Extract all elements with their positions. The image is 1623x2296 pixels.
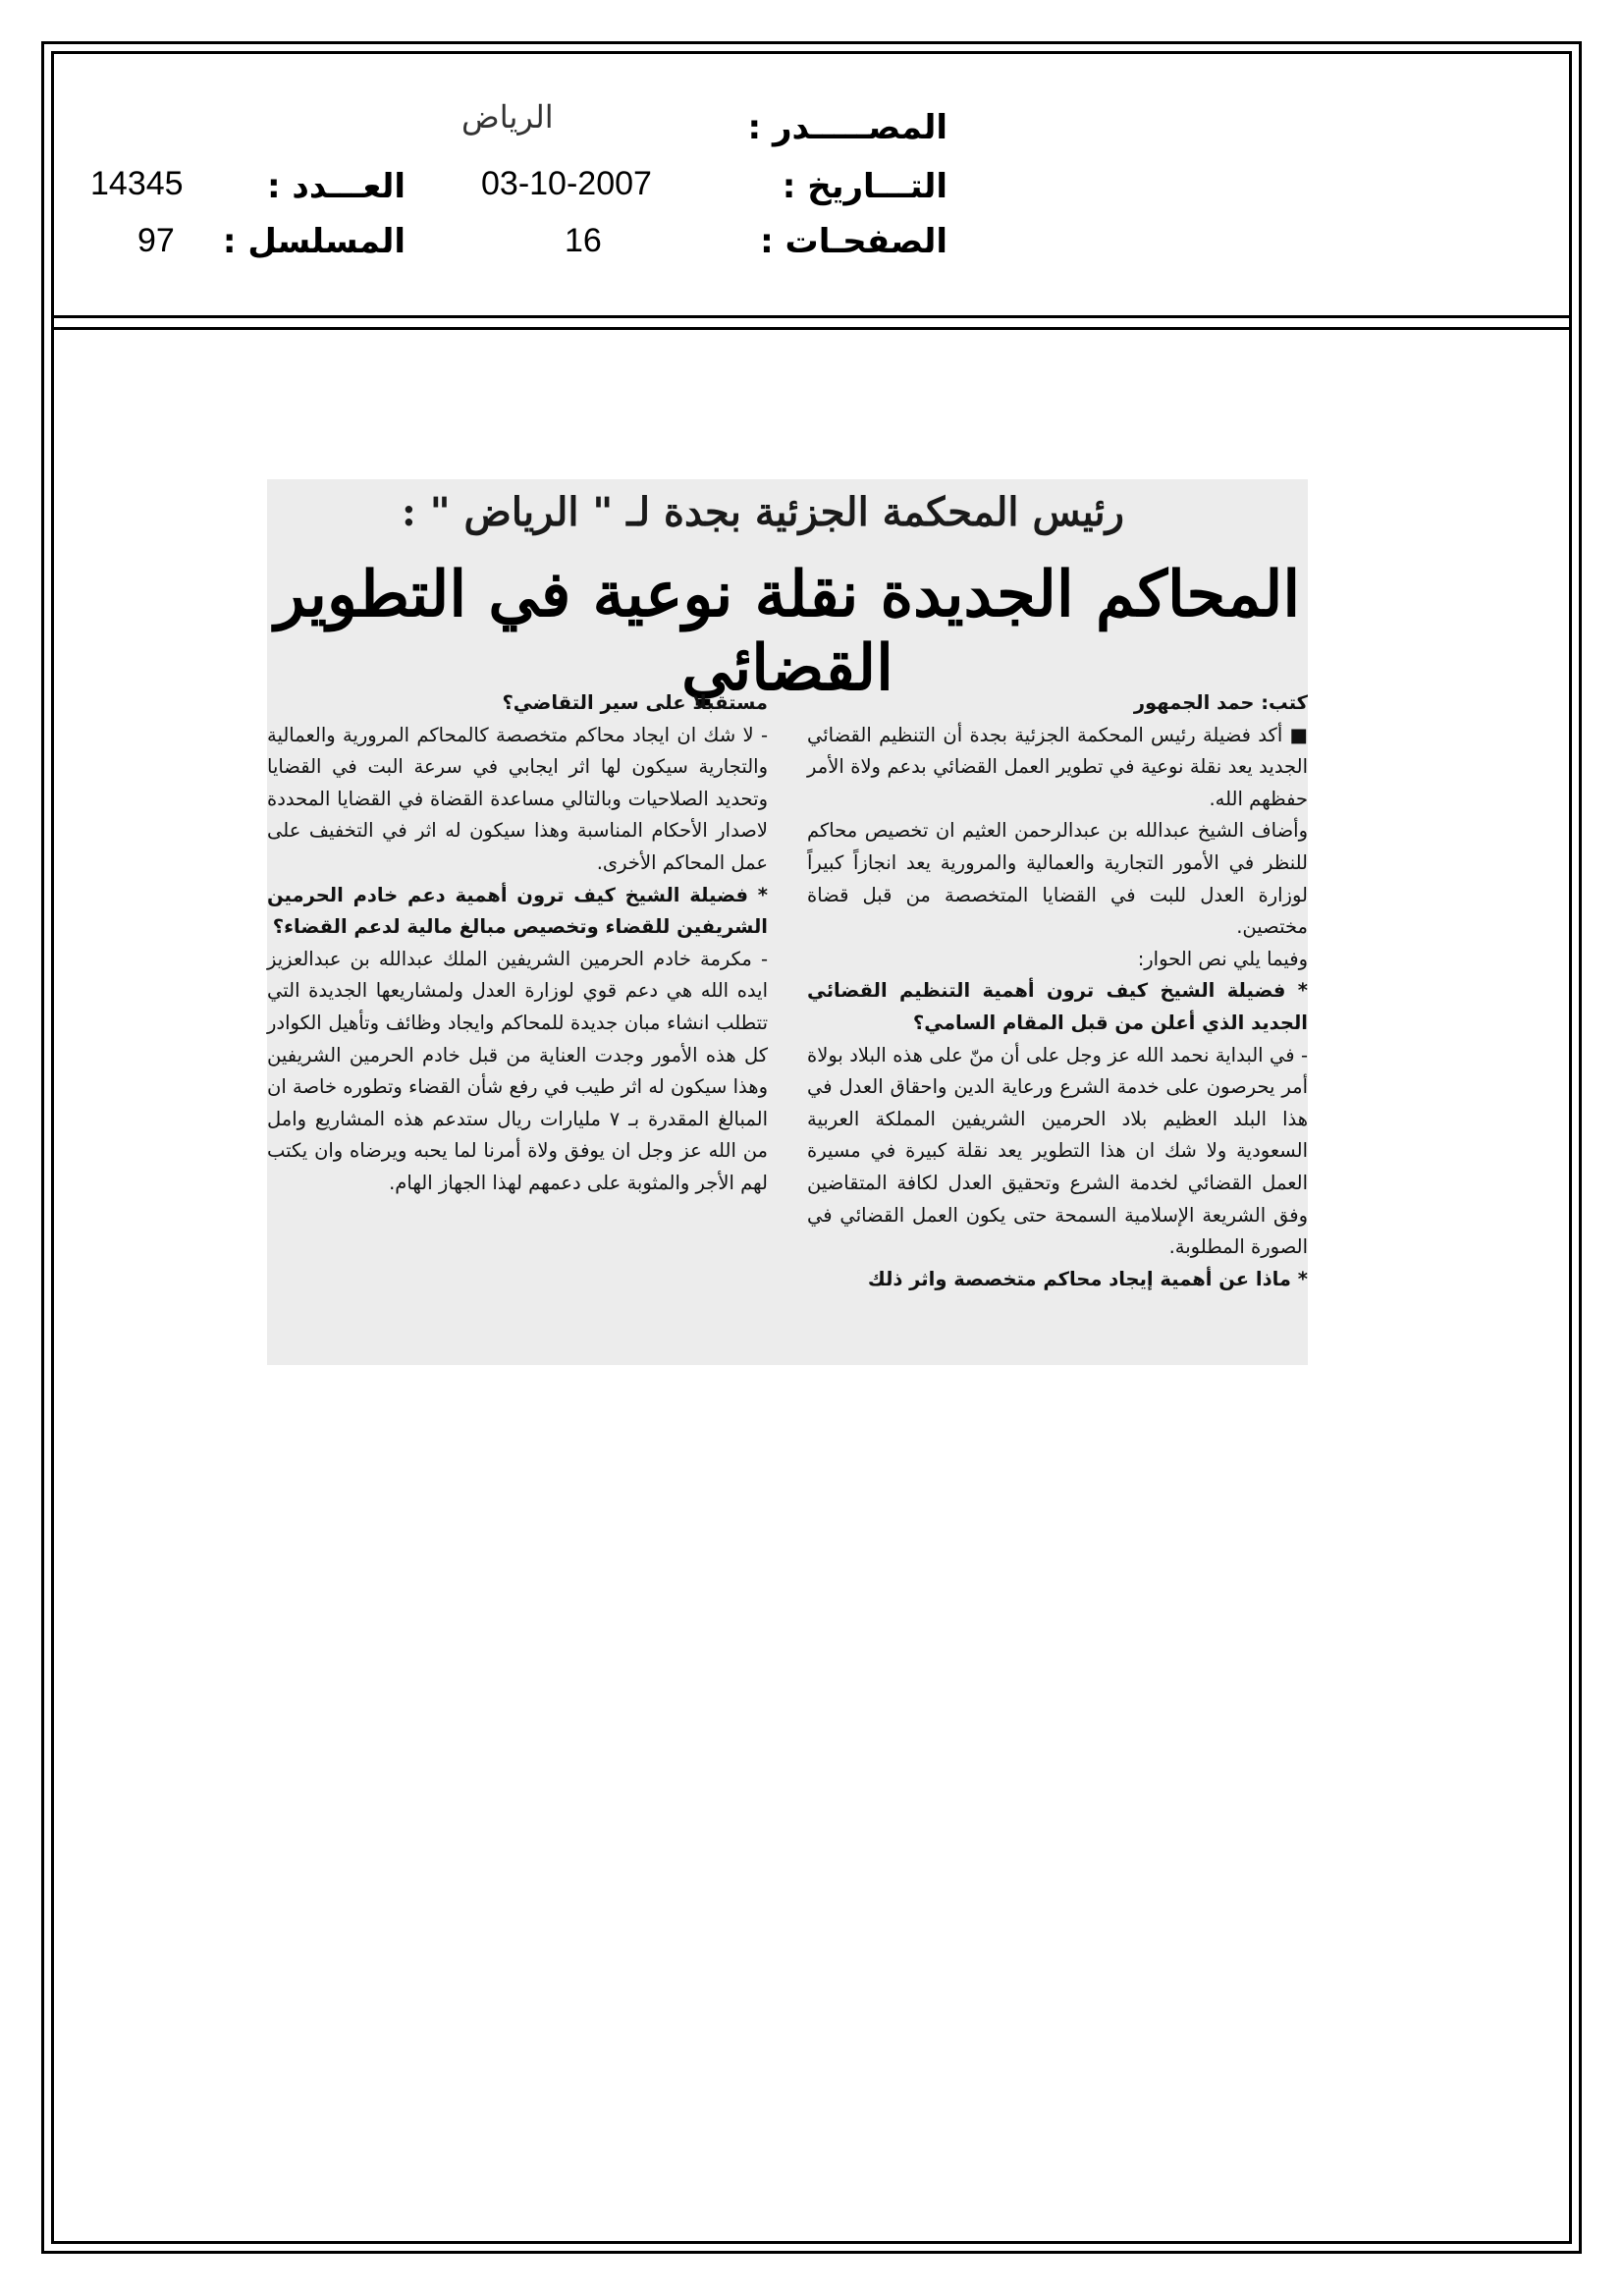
serial-value: 97	[137, 222, 175, 259]
header-divider	[51, 315, 1572, 318]
newspaper-clipping	[267, 479, 1308, 1365]
article-column-left	[267, 687, 768, 1200]
pages-value: 16	[565, 222, 602, 259]
article-paragraph: - مكرمة خادم الحرمين الشريفين الملك عبدالله بن عبدالعزيز ايده الله هي دعم قوي لوزارة العدل ولمشاريعها الجديدة التي تتطلب انشاء مبان جديدة للمحاكم وايجاد وظائف وتأهيل الكوادر كل هذه الأمور وجدت العناية من قبل خادم الحرمين الشريفين وهذا سيكون له اثر طيب في رفع شأن القضاء وتطوره خاصة ان المبالغ المقدرة بـ ٧ مليارات ريال ستدعم هذه المشاريع وامل من الله عز وجل ان يوفق ولاة أمرنا لما يحبه ويرضاه وان يكتب لهم الأجر والمثوبة على دعمهم لهذا الجهاز الهام.	[267, 947, 768, 1194]
article-overtitle: رئيس المحكمة الجزئية بجدة لـ " الرياض " :	[402, 489, 1124, 535]
interview-question: مستقبلا على سير التقاضي؟	[502, 691, 768, 714]
date-value: 03-10-2007	[481, 165, 652, 202]
source-value: الرياض	[461, 99, 554, 135]
article-paragraph: - في البداية نحمد الله عز وجل على أن منّ على هذه البلاد بولاة أمر يحرصون على خدمة الشرع ورعاية الدين واحقاق العدل في هذا البلد العظيم بلاد الحرمين الشريفين المملكة العربية السعودية ولا شك ان هذا التطوير يعد نقلة كبيرة في مسيرة العمل القضائي لخدمة الشرع وتحقيق العدل لكافة المتقاضين وفق الشريعة الإسلامية السمحة حتى يكون العمل القضائي في الصورة المطلوبة.	[807, 1043, 1308, 1259]
article-paragraph: ■ أكد فضيلة رئيس المحكمة الجزئية بجدة أن التنظيم القضائي الجديد يعد نقلة نوعية في تطوير العمل القضائي بدعم ولاة الأمر حفظهم الله.	[807, 723, 1308, 810]
article-title: المحاكم الجديدة نقلة نوعية في التطوير القضائي	[274, 558, 1301, 705]
interview-question: * ماذا عن أهمية إيجاد محاكم متخصصة واثر ذلك	[867, 1267, 1308, 1290]
interview-question: * فضيلة الشيخ كيف ترون أهمية دعم خادم الحرمين الشريفين للقضاء وتخصيص مبالغ مالية لدعم القضاء؟	[267, 883, 768, 939]
article-paragraph: - لا شك ان ايجاد محاكم متخصصة كالمحاكم المرورية والعمالية والتجارية سيكون لها اثر ايجابي في سرعة البت في القضايا وتحديد الصلاحيات وبالتالي مساعدة القضاة في القضايا المحددة لاصدار الأحكام المناسبة وهذا سيكون له اثر في التخفيف على عمل المحاكم الأخرى.	[267, 723, 768, 874]
article-byline: كتب: حمد الجمهور	[1133, 691, 1308, 714]
article-paragraph: وأضاف الشيخ عبدالله بن عبدالرحمن العثيم ان تخصيص محاكم للنظر في الأمور التجارية والعمالية والمرورية يعد انجازاً كبيراً لوزارة العدل للبت في القضايا المتخصصة من قبل قضاة مختصين.	[807, 819, 1308, 939]
issue-value: 14345	[90, 165, 184, 202]
header-divider-double	[51, 327, 1572, 330]
date-label: التـــاريخ :	[782, 167, 947, 206]
article-column-right	[807, 687, 1308, 1295]
source-label: المصـــــدر :	[747, 108, 947, 147]
serial-label: المسلسل :	[222, 222, 406, 261]
pages-label: الصفحـات :	[760, 222, 947, 261]
issue-label: العـــدد :	[267, 167, 406, 206]
article-paragraph: وفيما يلي نص الحوار:	[1137, 947, 1308, 970]
interview-question: * فضيلة الشيخ كيف ترون أهمية التنظيم القضائي الجديد الذي أعلن من قبل المقام السامي؟	[807, 979, 1308, 1034]
